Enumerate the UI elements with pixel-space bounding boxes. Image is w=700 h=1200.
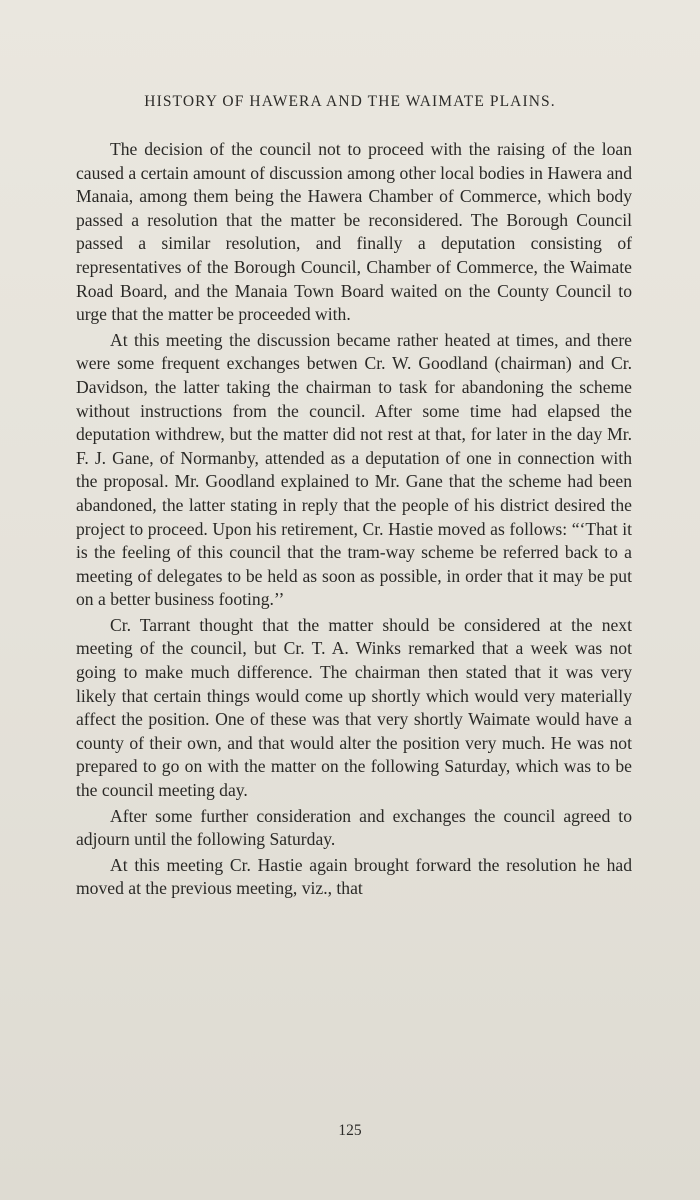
paragraph-1: The decision of the council not to proceed with the raising of the loan caused a certain amount of discussion among other local bodies in Hawera and Manaia, among them being the Hawera Chamber of Commerce, which body passed a resolution that the matter be reconsidered. The Borough Council passed a similar resolution, and finally a deputation consisting of representatives of the Borough Council, Chamber of Commerce, the Waimate Road Board, and the Manaia Town Board waited on the County Council to urge that the matter be proceeded with. xyxy=(76,139,632,325)
paragraph-5: At this meeting Cr. Hastie again brought forward the resolution he had moved at the previous meeting, viz., that xyxy=(76,854,632,899)
page-number: 125 xyxy=(338,1122,362,1139)
paragraph-3: Cr. Tarrant thought that the matter should be considered at the next meeting of the council, but Cr. T. A. Winks remarked that a week was not going to make much difference. The chairman then stated that it was very likely that certain things would come up shortly which would very materially affect the position. One of these was that very shortly Waimate would have a county of their own, and that would alter the position very much. He was not prepared to go on with the matter on the following Saturday, which was to be the council meeting day. xyxy=(76,614,632,801)
paragraph-2: At this meeting the discussion became rather heated at times, and there were some frequent exchanges betwen Cr. W. Goodland (chairman) and Cr. Davidson, the latter taking the chairman to task for abandoning the scheme without instructions from the council. After some time had elapsed the deputation withdrew, but the matter did not rest at that, for later in the day Mr. F. J. Gane, of Normanby, attended as a deputation of one in connection with the proposal. Mr. Goodland explained to Mr. Gane that the scheme had been abandoned, the latter stating in reply that the people of his district desired the project to proceed. Upon his retirement, Cr. Hastie moved as follows: “‘That it is the feeling of this council that the tram-way scheme be referred back to a meeting of delegates to be held as soon as possible, in order that it may be put on a better business footing.’’ xyxy=(76,329,632,610)
paragraph-4: After some further consideration and exchanges the council agreed to adjourn until the following Saturday. xyxy=(76,805,632,850)
body-text xyxy=(76,138,632,1098)
running-head: HISTORY OF HAWERA AND THE WAIMATE PLAINS. xyxy=(144,93,556,110)
